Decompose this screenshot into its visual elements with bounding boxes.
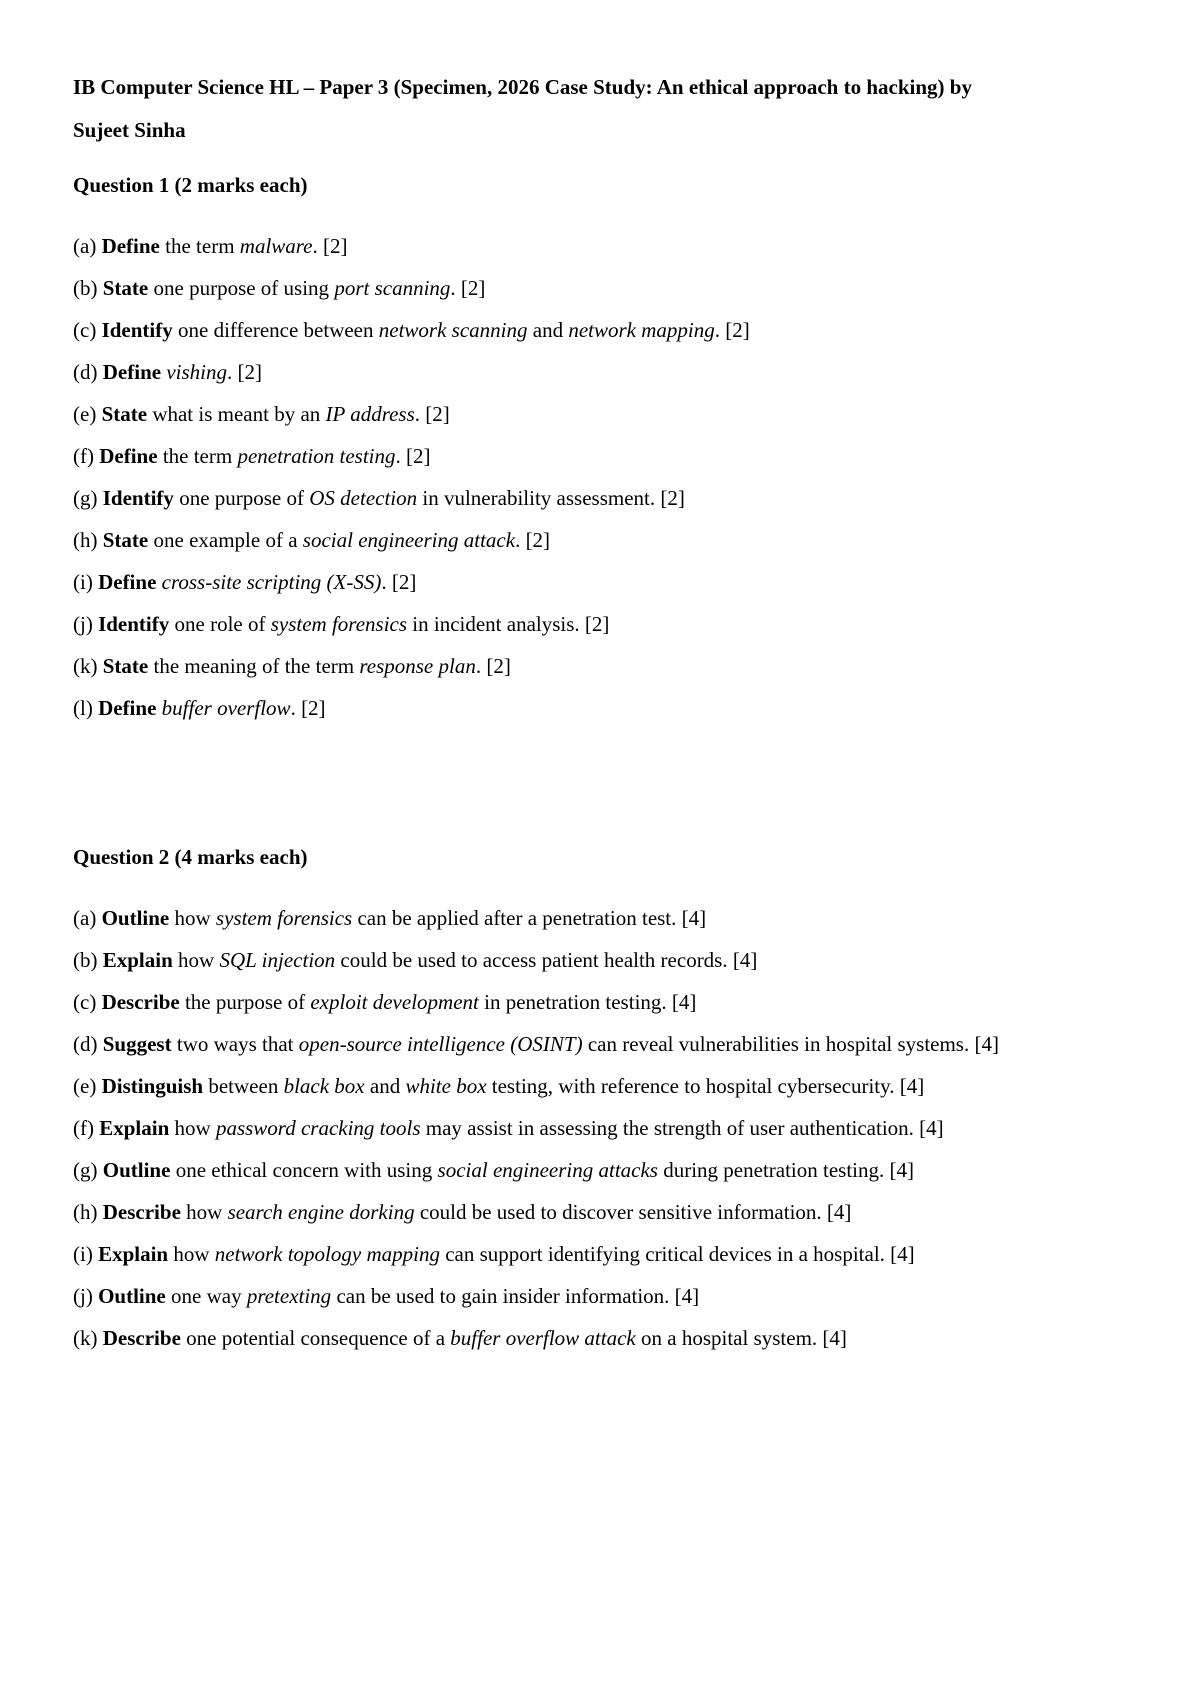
item-text: how	[168, 1242, 215, 1266]
item-text: the purpose of	[179, 990, 311, 1014]
question-item	[73, 939, 1133, 981]
item-text: how	[180, 1200, 228, 1224]
command-word: State	[101, 402, 148, 426]
key-term: network scanning	[378, 318, 528, 342]
command-word: Outline	[98, 1284, 166, 1308]
item-text: one role of	[169, 612, 271, 636]
item-text: testing, with reference to hospital cybersecurity. [4]	[486, 1074, 925, 1098]
command-word: Define	[99, 444, 158, 468]
item-text: one difference between	[172, 318, 379, 342]
item-text: . [2]	[515, 528, 551, 552]
item-text: how	[172, 948, 220, 972]
item-label: (c)	[73, 990, 102, 1014]
item-label: (b)	[73, 948, 103, 972]
question-item	[73, 603, 1133, 645]
command-word: Describe	[102, 1326, 181, 1350]
key-term: password cracking tools	[215, 1116, 421, 1140]
item-text: . [2]	[312, 234, 348, 258]
command-word: Distinguish	[101, 1074, 204, 1098]
item-label: (a)	[73, 906, 102, 930]
item-text: one example of a	[148, 528, 303, 552]
key-term: penetration testing	[237, 444, 396, 468]
question-item	[73, 477, 1133, 519]
title-line-2: Sujeet Sinha	[73, 118, 186, 142]
command-word: State	[102, 276, 149, 300]
key-term: buffer overflow	[161, 696, 291, 720]
item-text: . [2]	[227, 360, 262, 384]
item-text: during penetration testing. [4]	[657, 1158, 915, 1182]
key-term: malware	[239, 234, 313, 258]
item-text: . [2]	[395, 444, 431, 468]
key-term: open-source intelligence (OSINT)	[298, 1032, 583, 1056]
question-item	[73, 1191, 1133, 1233]
key-term: exploit development	[310, 990, 479, 1014]
item-text: . [2]	[450, 276, 486, 300]
item-label: (b)	[73, 276, 103, 300]
command-word: Define	[98, 570, 157, 594]
item-text: two ways that	[171, 1032, 299, 1056]
key-term: system forensics	[215, 906, 353, 930]
item-label: (j)	[73, 1284, 99, 1308]
item-label: (c)	[73, 318, 102, 342]
key-term: social engineering attacks	[437, 1158, 658, 1182]
item-text: between	[203, 1074, 284, 1098]
question-item	[73, 393, 1133, 435]
question-item	[73, 1023, 1133, 1065]
question-item	[73, 267, 1133, 309]
item-text: on a hospital system. [4]	[635, 1326, 847, 1350]
item-label: (h)	[73, 528, 103, 552]
item-text: and	[527, 318, 569, 342]
title-line-1: IB Computer Science HL – Paper 3 (Specimen, 2026 Case Study: An ethical approach to hacking) by	[73, 75, 972, 99]
key-term: network topology mapping	[214, 1242, 440, 1266]
question-item	[73, 1275, 1133, 1317]
item-text: what is meant by an	[147, 402, 326, 426]
command-word: Explain	[102, 948, 173, 972]
command-word: Suggest	[102, 1032, 172, 1056]
command-word: Describe	[102, 1200, 181, 1224]
item-text: . [2]	[290, 696, 326, 720]
item-text: . [2]	[381, 570, 417, 594]
question-item	[73, 1065, 1133, 1107]
question-item	[73, 897, 1133, 939]
item-text: can support identifying critical devices in a hospital. [4]	[439, 1242, 915, 1266]
key-term: system forensics	[270, 612, 408, 636]
item-text: and	[364, 1074, 406, 1098]
item-label: (g)	[73, 486, 103, 510]
key-term: OS detection	[309, 486, 418, 510]
question-item	[73, 435, 1133, 477]
key-term: black box	[283, 1074, 365, 1098]
key-term: social engineering attack	[302, 528, 516, 552]
item-label: (a)	[73, 234, 102, 258]
item-text: one purpose of using	[148, 276, 335, 300]
command-word: Identify	[101, 318, 173, 342]
question-item	[73, 225, 1133, 267]
key-term: port scanning	[334, 276, 451, 300]
item-text: could be used to access patient health records. [4]	[335, 948, 758, 972]
question-item	[73, 645, 1133, 687]
command-word: Identify	[98, 612, 170, 636]
question-item	[73, 1149, 1133, 1191]
key-term: network mapping	[568, 318, 715, 342]
item-label: (k)	[73, 1326, 103, 1350]
key-term: response plan	[359, 654, 476, 678]
command-word: Describe	[101, 990, 180, 1014]
key-term: white box	[405, 1074, 487, 1098]
item-label: (h)	[73, 1200, 103, 1224]
item-label: (i)	[73, 1242, 99, 1266]
question-item	[73, 309, 1133, 351]
command-word: State	[102, 654, 149, 678]
item-text: one potential consequence of a	[180, 1326, 451, 1350]
item-label: (i)	[73, 570, 99, 594]
item-text: the meaning of the term	[148, 654, 360, 678]
question-item	[73, 687, 1133, 729]
item-text: . [2]	[714, 318, 750, 342]
item-text: the term	[159, 234, 240, 258]
item-label: (g)	[73, 1158, 103, 1182]
key-term: pretexting	[246, 1284, 332, 1308]
item-text: the term	[157, 444, 238, 468]
item-text: one purpose of	[173, 486, 310, 510]
command-word: Define	[98, 696, 157, 720]
item-text: can be applied after a penetration test. [4]	[352, 906, 707, 930]
item-label: (k)	[73, 654, 103, 678]
item-label: (j)	[73, 612, 99, 636]
item-label: (l)	[73, 696, 99, 720]
item-label: (e)	[73, 1074, 102, 1098]
key-term: vishing	[166, 360, 227, 384]
question-item	[73, 1317, 1133, 1359]
question-item	[73, 1107, 1133, 1149]
item-text: can reveal vulnerabilities in hospital systems. [4]	[582, 1032, 999, 1056]
document-title	[73, 66, 1133, 152]
item-text: in incident analysis. [2]	[407, 612, 610, 636]
question-item	[73, 561, 1133, 603]
key-term: buffer overflow attack	[450, 1326, 636, 1350]
key-term: SQL injection	[219, 948, 336, 972]
command-word: State	[102, 528, 149, 552]
key-term: cross-site scripting (X-SS)	[161, 570, 382, 594]
item-text: in penetration testing. [4]	[478, 990, 697, 1014]
question-1-heading: Question 1 (2 marks each)	[73, 173, 308, 197]
item-text: . [2]	[475, 654, 511, 678]
item-label: (f)	[73, 1116, 100, 1140]
section-spacer	[73, 729, 1133, 842]
document-page	[73, 66, 1133, 1359]
item-label: (e)	[73, 402, 102, 426]
item-text: may assist in assessing the strength of user authentication. [4]	[420, 1116, 944, 1140]
command-word: Outline	[102, 1158, 171, 1182]
command-word: Explain	[99, 1116, 170, 1140]
command-word: Identify	[102, 486, 174, 510]
key-term: search engine dorking	[227, 1200, 415, 1224]
item-text: could be used to discover sensitive information. [4]	[414, 1200, 852, 1224]
item-text: how	[169, 906, 216, 930]
item-text: . [2]	[414, 402, 450, 426]
item-label: (f)	[73, 444, 100, 468]
item-text: can be used to gain insider information. [4]	[331, 1284, 700, 1308]
item-text: in vulnerability assessment. [2]	[417, 486, 685, 510]
command-word: Define	[102, 360, 162, 384]
question-item	[73, 981, 1133, 1023]
key-term: IP address	[325, 402, 415, 426]
question-2-heading: Question 2 (4 marks each)	[73, 845, 308, 869]
item-label: (d)	[73, 1032, 103, 1056]
command-word: Outline	[101, 906, 170, 930]
question-item	[73, 1233, 1133, 1275]
item-text: how	[169, 1116, 216, 1140]
command-word: Define	[101, 234, 160, 258]
item-text: one ethical concern with using	[170, 1158, 438, 1182]
question-2-list	[73, 897, 1133, 1359]
question-item	[73, 519, 1133, 561]
command-word: Explain	[98, 1242, 169, 1266]
question-item	[73, 351, 1133, 393]
item-text: one way	[165, 1284, 247, 1308]
question-1-list	[73, 225, 1133, 729]
item-label: (d)	[73, 360, 103, 384]
